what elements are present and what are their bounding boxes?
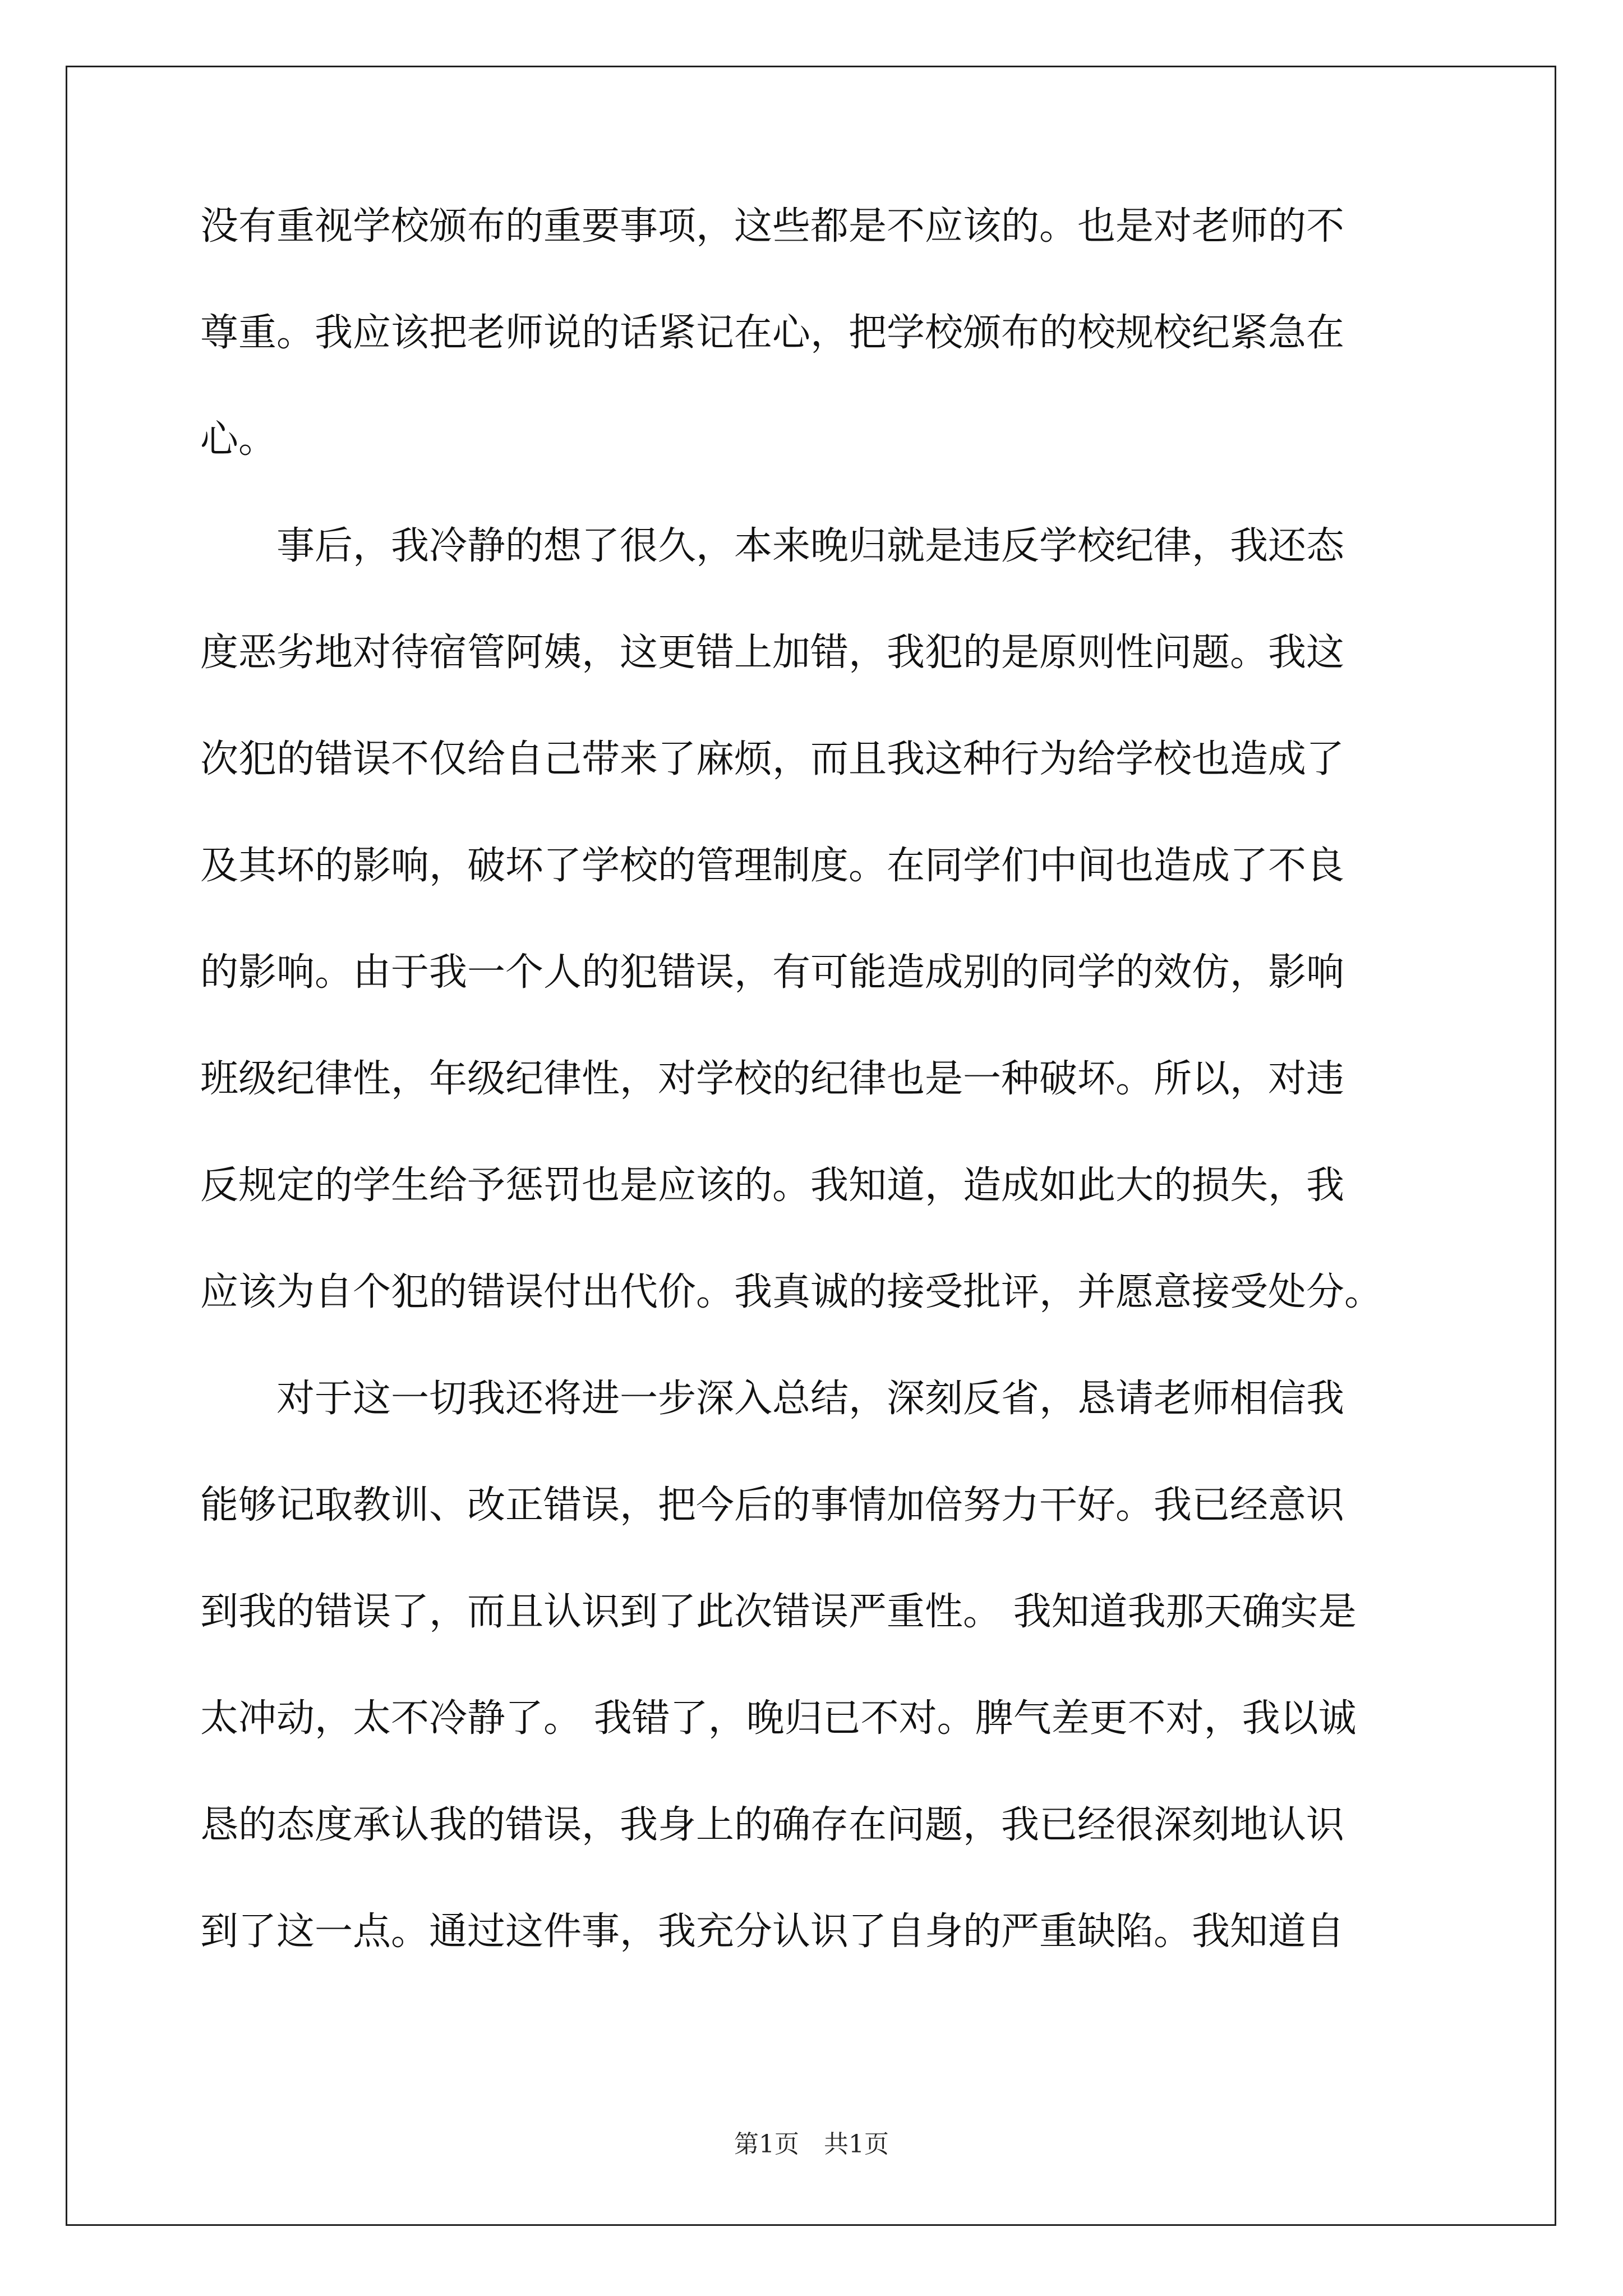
body-line-16: 恳的态度承认我的错误，我身上的确存在问题，我已经很深刻地认识	[200, 1803, 1345, 1847]
body-line-4: 事后，我冷静的想了很久，本来晚归就是违反学校纪律，我还态	[200, 524, 1345, 568]
body-line-1: 没有重视学校颁布的重要事项，这些都是不应该的。也是对老师的不	[200, 204, 1345, 249]
body-line-3: 心。	[200, 417, 277, 462]
body-line-6: 次犯的错误不仅给自己带来了麻烦，而且我这种行为给学校也造成了	[200, 737, 1345, 781]
body-line-8: 的影响。由于我一个人的犯错误，有可能造成别的同学的效仿，影响	[200, 950, 1345, 995]
body-line-9: 班级纪律性，年级纪律性，对学校的纪律也是一种破坏。所以，对违	[200, 1057, 1345, 1101]
page-border	[66, 66, 1556, 2226]
body-line-12: 对于这一切我还将进一步深入总结，深刻反省，恳请老师相信我	[200, 1377, 1345, 1421]
body-line-11: 应该为自个犯的错误付出代价。我真诚的接受批评，并愿意接受处分。	[200, 1270, 1383, 1314]
body-line-14: 到我的错误了，而且认识到了此次错误严重性。 我知道我那天确实是	[200, 1590, 1357, 1634]
body-line-5: 度恶劣地对待宿管阿姨，这更错上加错，我犯的是原则性问题。我这	[200, 631, 1345, 675]
page-footer: 第1页 共1页	[734, 2130, 889, 2159]
body-line-17: 到了这一点。通过这件事，我充分认识了自身的严重缺陷。我知道自	[200, 1910, 1345, 1954]
body-line-10: 反规定的学生给予惩罚也是应该的。我知道，造成如此大的损失，我	[200, 1163, 1345, 1208]
body-line-2: 尊重。我应该把老师说的话紧记在心，把学校颁布的校规校纪紧急在	[200, 311, 1345, 355]
body-line-13: 能够记取教训、改正错误，把今后的事情加倍努力干好。我已经意识	[200, 1483, 1345, 1527]
body-line-7: 及其坏的影响，破坏了学校的管理制度。在同学们中间也造成了不良	[200, 844, 1345, 888]
body-line-15: 太冲动，太不冷静了。 我错了，晚归已不对。脾气差更不对，我以诚	[200, 1696, 1357, 1741]
